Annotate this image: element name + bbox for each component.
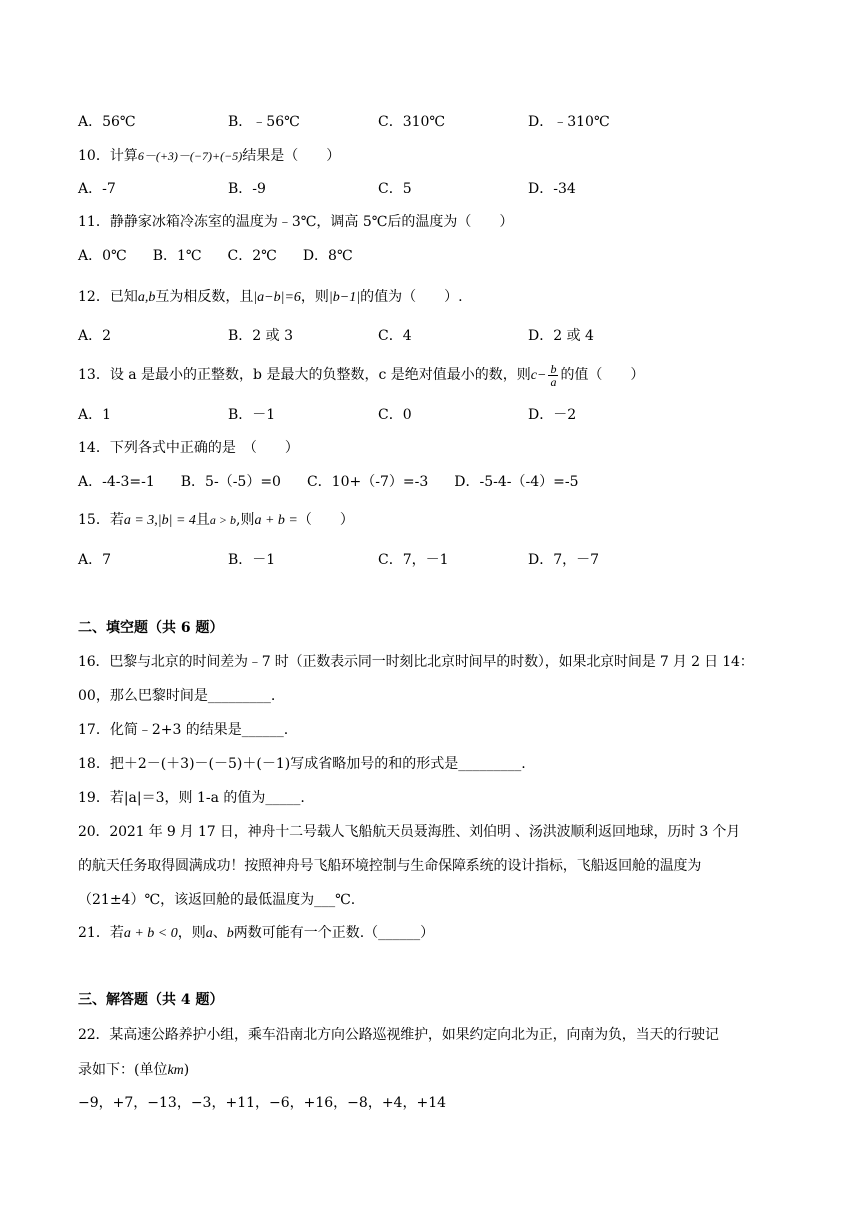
q20-line-3: （21±4）℃，该返回舱的最低温度为___℃. bbox=[78, 892, 356, 908]
q12-option-a: A．2 bbox=[78, 328, 112, 344]
q11-option-b: B．1℃ bbox=[152, 248, 202, 264]
q9-option-c: C．310℃ bbox=[378, 114, 446, 130]
q14-option-a: A．-4-3=-1 bbox=[78, 474, 155, 490]
q21-text-post: 两数可能有一个正数.（______） bbox=[233, 925, 435, 941]
q15-option-d: D．7，－7 bbox=[528, 552, 600, 568]
q13-option-b: B．－1 bbox=[228, 407, 276, 423]
q16-line-1: 16．巴黎与北京的时间差为﹣7 时（正数表示同一时刻比北京时间早的时数），如果北京时间是 7 月 2 日 14： bbox=[78, 654, 754, 670]
q14-stem: 14．下列各式中正确的是 （ ） bbox=[78, 440, 299, 456]
q10-stem bbox=[78, 146, 340, 166]
q22-text-post: ) bbox=[183, 1062, 190, 1078]
q11-option-c: C．2℃ bbox=[227, 248, 277, 264]
q15-condition-2: a > b bbox=[209, 513, 237, 527]
q13-option-a: A．1 bbox=[78, 407, 112, 423]
q15-condition-1: a = 3,|b| = 4 bbox=[123, 513, 196, 528]
q15-stem bbox=[78, 510, 354, 531]
q15-option-a: A．7 bbox=[78, 552, 112, 568]
q12-option-b: B．2 或 3 bbox=[228, 328, 294, 344]
q21-var-b: b bbox=[226, 926, 234, 941]
q15-text-pre: 15．若 bbox=[78, 512, 124, 528]
q9-option-d: D．﹣310℃ bbox=[528, 114, 610, 130]
q21-text-mid2: 、 bbox=[212, 925, 227, 941]
q13-fraction-numerator: b bbox=[550, 361, 557, 376]
section2-heading: 二、填空题（共 6 题） bbox=[78, 620, 224, 636]
q22-line-1: 22．某高速公路养护小组，乘车沿南北方向公路巡视维护，如果约定向北为正，向南为负，当天的行驶记 bbox=[78, 1027, 719, 1043]
q15-option-c: C．7，－1 bbox=[378, 552, 449, 568]
q13-var-c: c bbox=[530, 368, 537, 383]
q11-option-d: D．8℃ bbox=[302, 248, 353, 264]
q21-var-a: a bbox=[205, 926, 213, 941]
q15-option-b: B．－1 bbox=[228, 552, 276, 568]
q18-stem: 18．把＋2－(＋3)－(－5)＋(－1)写成省略加号的和的形式是_________. bbox=[78, 756, 526, 772]
q12-text-pre: 12．已知 bbox=[78, 289, 138, 305]
q22-unit: km bbox=[167, 1063, 184, 1078]
q14-option-d: D．-5-4-（-4）=-5 bbox=[454, 474, 579, 490]
q14-options bbox=[78, 472, 604, 492]
section3-heading: 三、解答题（共 4 题） bbox=[78, 992, 224, 1008]
q14-option-b: B．5-（-5）=0 bbox=[180, 474, 281, 490]
q15-expression: a + b = bbox=[254, 513, 298, 528]
q10-option-c: C．5 bbox=[378, 181, 412, 197]
q13-stem bbox=[78, 362, 644, 389]
q13-option-c: C．0 bbox=[378, 407, 412, 423]
q16-line-2: 00，那么巴黎时间是_________. bbox=[78, 688, 276, 704]
q15-text-mid: 且 bbox=[195, 512, 210, 528]
q10-text-post: 结果是（ ） bbox=[242, 148, 341, 164]
q12-abs-condition: |a−b|=6 bbox=[253, 290, 301, 305]
q9-option-b: B．﹣56℃ bbox=[228, 114, 300, 130]
q11-options bbox=[78, 246, 379, 266]
q14-option-c: C．10+（-7）=-3 bbox=[306, 474, 429, 490]
q22-data-values: −9，+7，−13，−3，+11，−6，+16，−8，+4，+14 bbox=[78, 1095, 447, 1111]
q12-abs-expression: |b−1| bbox=[328, 290, 361, 305]
q10-option-d: D．-34 bbox=[528, 181, 576, 197]
q12-option-d: D．2 或 4 bbox=[528, 328, 594, 344]
q12-text-mid2: ，则 bbox=[300, 289, 329, 305]
q13-fraction-denominator: a bbox=[550, 374, 557, 389]
q17-stem: 17．化简﹣2+3 的结果是______. bbox=[78, 722, 289, 738]
q22-text-pre: 录如下：(单位 bbox=[78, 1062, 168, 1078]
q13-text-pre: 13．设 a 是最小的正整数，b 是最大的负整数，c 是绝对值最小的数，则 bbox=[78, 367, 531, 383]
q15-text-post: （ ） bbox=[297, 512, 354, 528]
q19-stem: 19．若|a|＝3，则 1-a 的值为_____. bbox=[78, 790, 305, 806]
q22-line-2 bbox=[78, 1060, 189, 1081]
q10-text-pre: 10．计算 bbox=[78, 148, 138, 164]
q12-stem bbox=[78, 287, 463, 308]
q20-line-2: 的航天任务取得圆满成功！按照神舟号飞船环境控制与生命保障系统的设计指标，飞船返回舱的温度为 bbox=[78, 858, 702, 874]
q11-option-a: A．0℃ bbox=[78, 248, 127, 264]
q11-stem: 11．静静家冰箱冷冻室的温度为﹣3℃，调高 5℃后的温度为（ ） bbox=[78, 214, 514, 230]
q12-variables: a,b bbox=[137, 290, 156, 305]
q21-text-mid1: ，则 bbox=[177, 925, 206, 941]
q15-text-mid2: ,则 bbox=[236, 512, 255, 528]
q13-minus: − bbox=[536, 368, 547, 383]
q12-text-mid1: 互为相反数，且 bbox=[155, 289, 254, 305]
q20-line-1: 20．2021 年 9 月 17 日，神舟十二号载人飞船航天员聂海胜、刘伯明 、汤洪波顺利返回地球，历时 3 个月 bbox=[78, 824, 741, 840]
q21-expression: a + b < 0 bbox=[123, 926, 178, 941]
q10-option-b: B．-9 bbox=[228, 181, 266, 197]
q10-expression: 6－(+3)－(−7)+(−5) bbox=[137, 149, 243, 163]
q12-option-c: C．4 bbox=[378, 328, 412, 344]
q10-option-a: A．-7 bbox=[78, 181, 116, 197]
q9-option-a: A．56℃ bbox=[78, 114, 136, 130]
q21-text-pre: 21．若 bbox=[78, 925, 124, 941]
q12-text-post: 的值为（ ）. bbox=[360, 289, 463, 305]
q13-text-post: 的值（ ） bbox=[560, 367, 645, 383]
q13-fraction bbox=[548, 363, 558, 388]
q13-option-d: D．－2 bbox=[528, 407, 577, 423]
q21-stem bbox=[78, 923, 434, 944]
